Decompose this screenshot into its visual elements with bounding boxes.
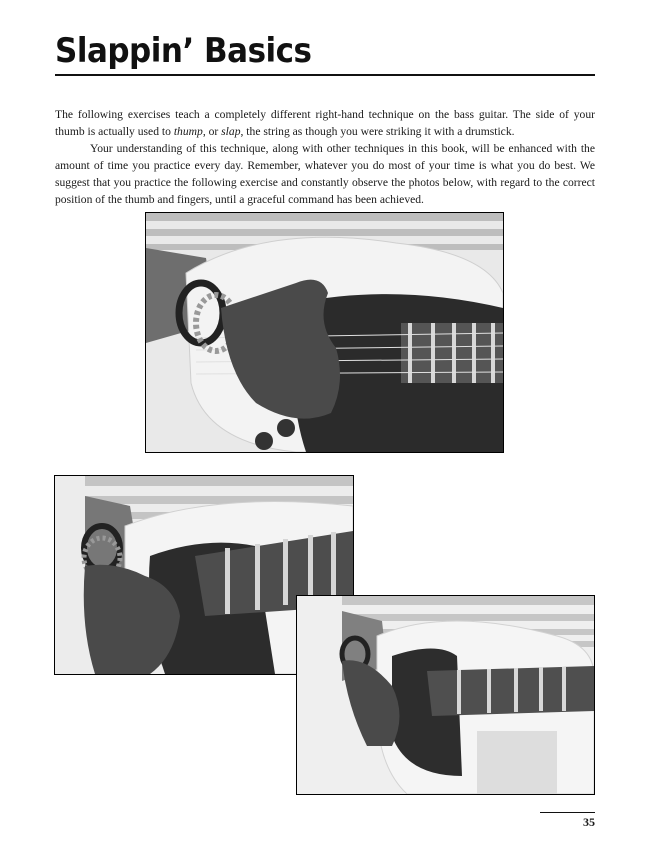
page-title: Slappin’ Basics <box>55 32 312 71</box>
emphasis-thump: thump <box>173 125 203 138</box>
slap-photo-3 <box>296 595 595 795</box>
photo-3-illustration <box>297 596 594 794</box>
slap-photo-1 <box>145 212 504 453</box>
emphasis-slap: slap <box>221 125 241 138</box>
intro-text-2: , or <box>202 125 222 138</box>
practice-paragraph: Your understanding of this technique, along with other techniques in this book, will be enhanced with the amount of time you practice every day. Remember, whatever you do most of your time is what you do best. We suggest that you practice the following exercise and constantly observe the photos below, with regard to the correct position of the thumb and fingers, until a graceful command has been achieved. <box>55 142 595 206</box>
footer-rule <box>540 812 595 813</box>
title-underline <box>55 74 595 76</box>
photo-1-illustration <box>146 213 503 452</box>
page-number: 35 <box>583 815 595 829</box>
intro-text-1: The following exercises teach a completely different right-hand technique on the bass guitar. The side of your thumb is actually used to <box>55 108 595 138</box>
body-text <box>55 106 595 208</box>
intro-text-3: , the string as though you were striking it with a drumstick. <box>240 125 515 138</box>
intro-paragraph <box>55 106 595 140</box>
